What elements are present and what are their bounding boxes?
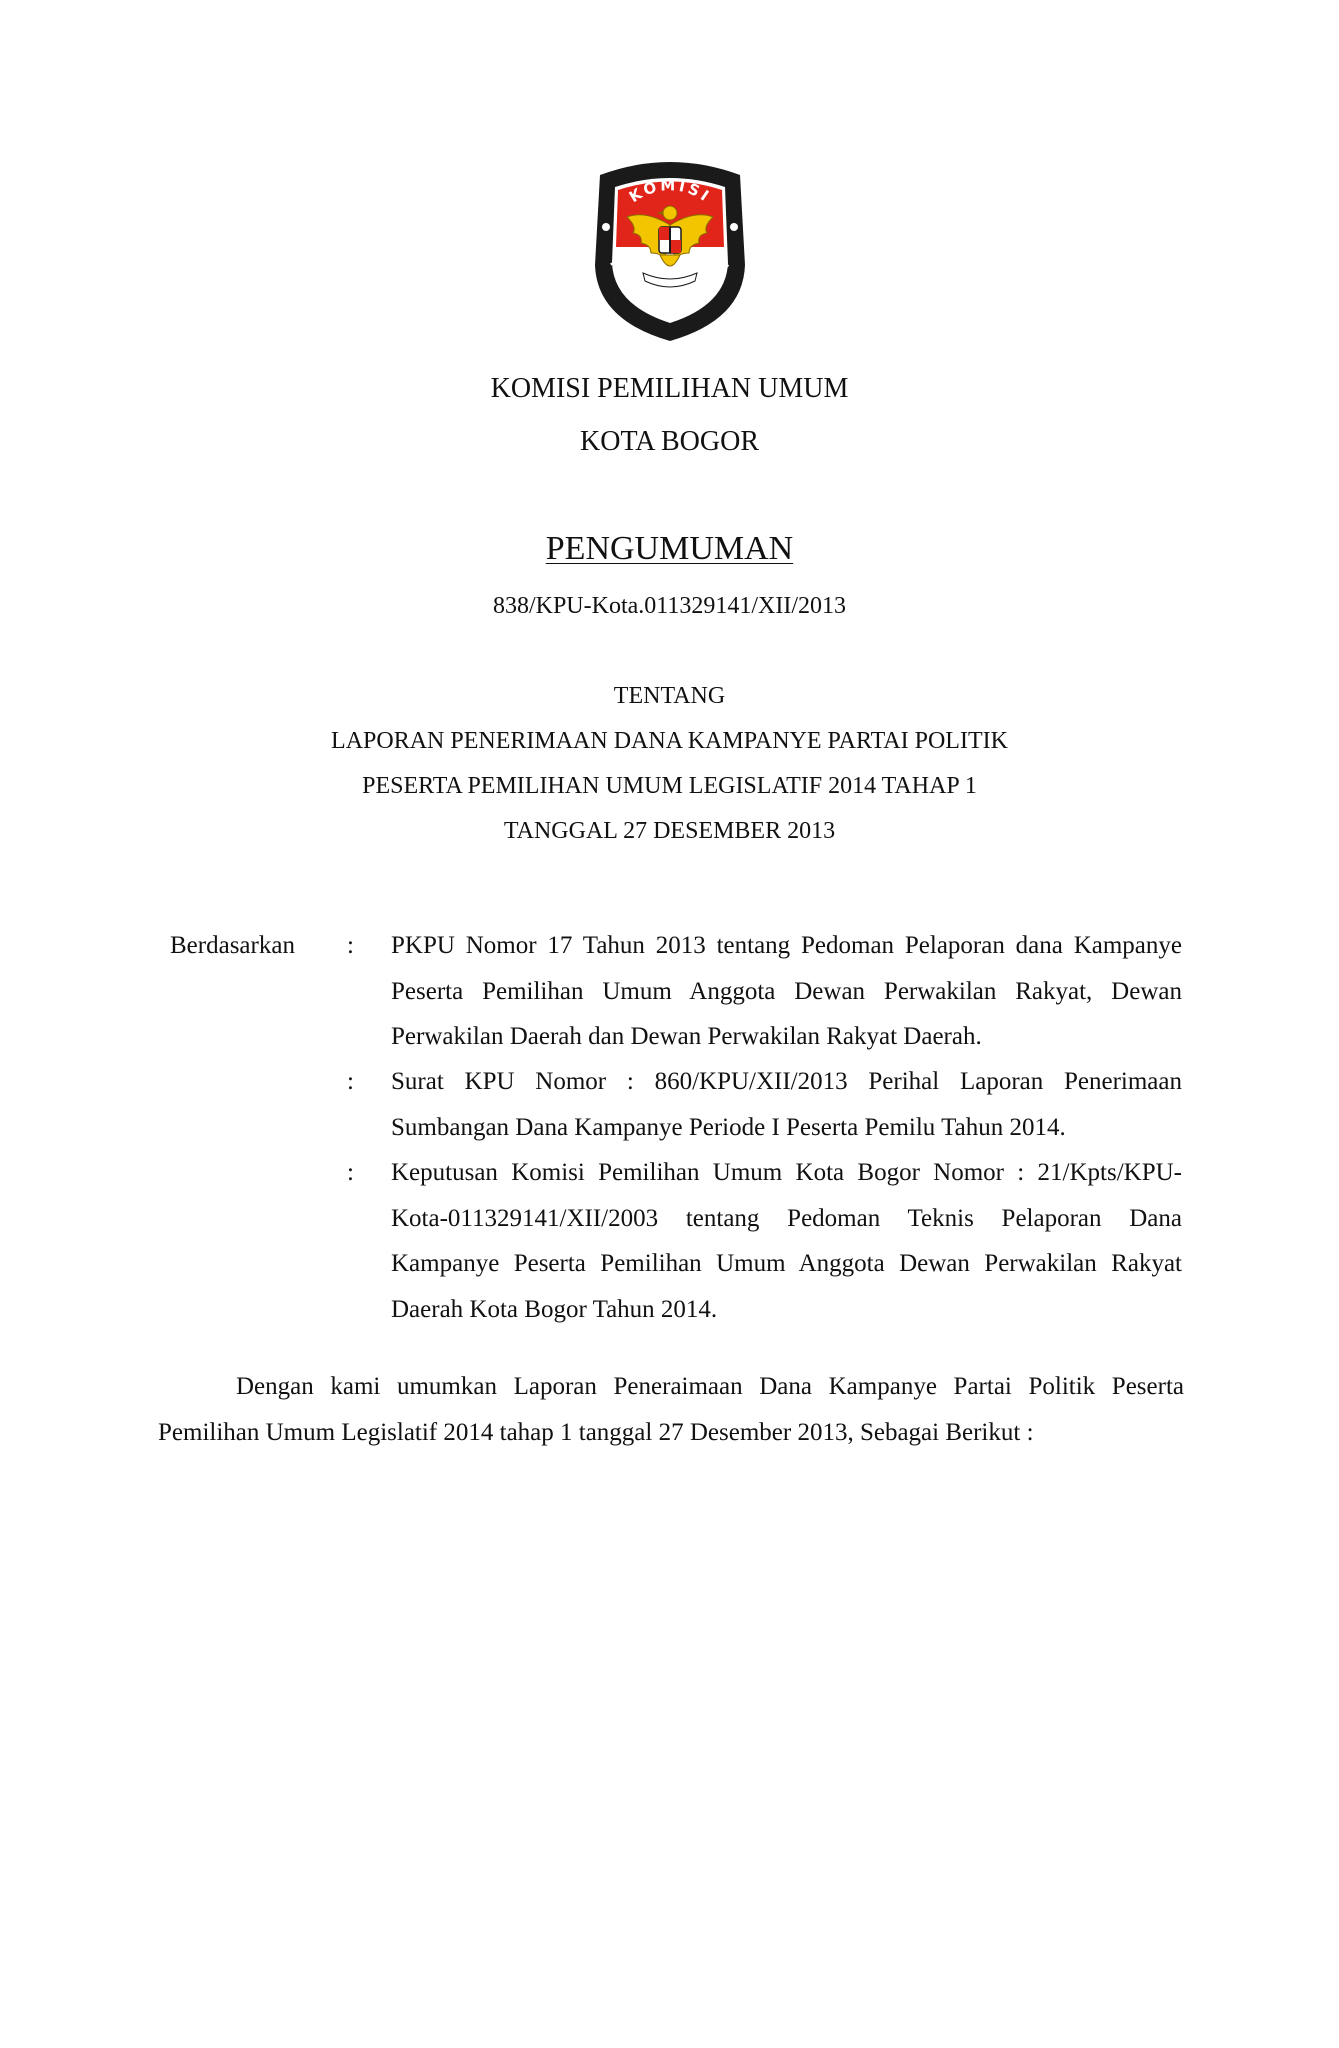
subject-line: PESERTA PEMILIHAN UMUM LEGISLATIF 2014 TAHAP 1 bbox=[362, 773, 977, 799]
subject-line: TANGGAL 27 DESEMBER 2013 bbox=[503, 818, 836, 844]
basis-label: Berdasarkan bbox=[170, 932, 295, 959]
basis-item: Surat KPU Nomor : 860/KPU/XII/2013 Perihal Laporan Penerimaan Sumbangan Dana Kampanye Periode I Peserta Pemilu Tahun 2014. bbox=[391, 1068, 1182, 1141]
about-heading: TENTANG bbox=[613, 683, 726, 709]
document-title: PENGUMUMAN bbox=[545, 530, 794, 567]
basis-separator: : bbox=[347, 932, 354, 959]
basis-separator: : bbox=[347, 1068, 354, 1095]
closing-paragraph: Dengan kami umumkan Laporan Peneraimaan Dana Kampanye Partai Politik Peserta Pemilihan Umum Legislatif 2014 tahap 1 tanggal 27 Desember 2013, Sebagai Berikut : bbox=[158, 1373, 1184, 1446]
document-number: 838/KPU-Kota.011329141/XII/2013 bbox=[492, 593, 847, 619]
svg-text:PEMILIHAN UMUM: PEMILIHAN UMUM bbox=[606, 257, 734, 312]
subject-line: LAPORAN PENERIMAAN DANA KAMPANYE PARTAI POLITIK bbox=[331, 728, 1008, 754]
basis-item: Keputusan Komisi Pemilihan Umum Kota Bogor Nomor : 21/Kpts/KPU-Kota-011329141/XII/2003 tentang Pedoman Teknis Pelaporan Dana Kampanye Peserta Pemilihan Umum Anggota Dewan Perwakilan Rakyat Daerah Kota Bogor Tahun 2014. bbox=[391, 1159, 1182, 1323]
organization-city: KOTA BOGOR bbox=[580, 426, 759, 457]
basis-item: PKPU Nomor 17 Tahun 2013 tentang Pedoman Pelaporan dana Kampanye Peserta Pemilihan Umum Anggota Dewan Perwakilan Rakyat, Dewan Perwakilan Daerah dan Dewan Perwakilan Rakyat Daerah. bbox=[391, 932, 1182, 1050]
kpu-garuda-emblem-icon bbox=[585, 155, 755, 345]
svg-text:KOMISI: KOMISI bbox=[625, 176, 715, 207]
organization-name: KOMISI PEMILIHAN UMUM bbox=[490, 373, 849, 404]
basis-separator: : bbox=[347, 1159, 354, 1186]
